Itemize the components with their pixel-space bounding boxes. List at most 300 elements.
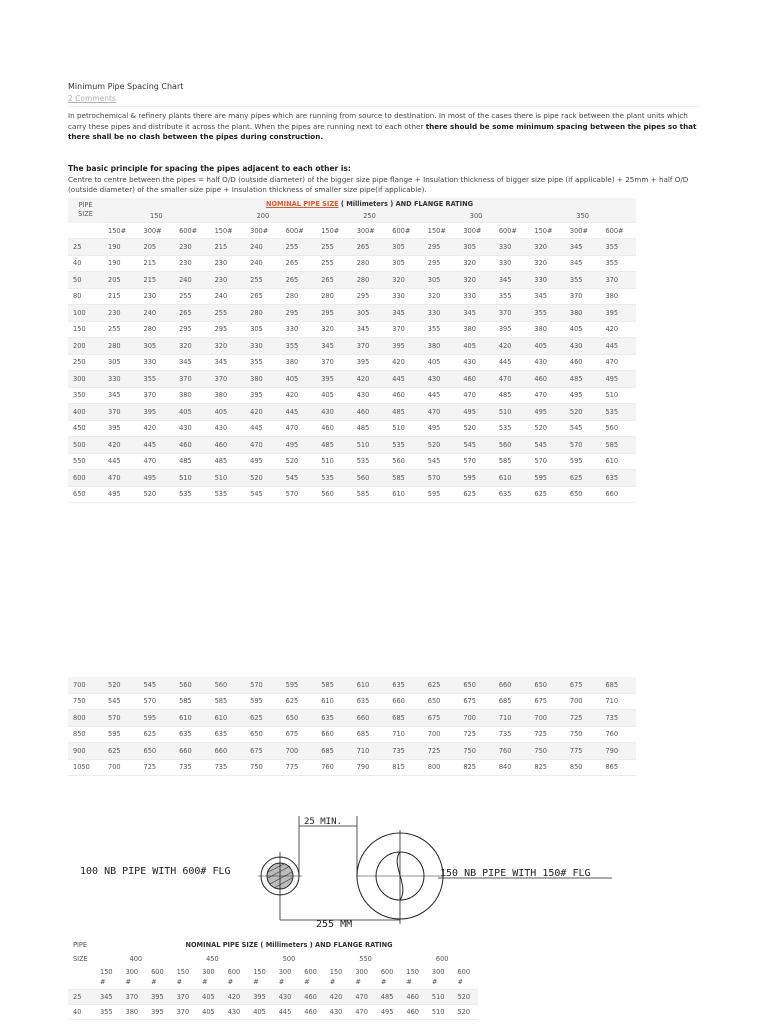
- spacing-cell: 370: [172, 1005, 198, 1020]
- spacing-cell: 460: [529, 371, 565, 388]
- rating-header: 600#: [281, 223, 317, 239]
- table-row: [68, 710, 636, 727]
- spacing-cell: 520: [103, 677, 139, 693]
- spacing-cell: 650: [458, 677, 494, 693]
- spacing-cell: 710: [600, 693, 636, 710]
- spacing-cell: 650: [281, 710, 317, 727]
- spacing-cell: 420: [223, 990, 249, 1005]
- spacing-cell: 675: [529, 693, 565, 710]
- table-row: [68, 255, 636, 272]
- spacing-cell: 570: [529, 453, 565, 470]
- nominal-heading: NOMINAL PIPE SIZE ( Millimeters ) AND FLANGE RATING: [185, 941, 393, 949]
- table1-header-row: [68, 198, 636, 210]
- size-header: 200: [210, 210, 317, 223]
- spacing-cell: 320: [529, 239, 565, 256]
- spacing-cell: 470: [529, 387, 565, 404]
- pipe-size-cell: 350: [68, 387, 103, 404]
- spacing-cell: 470: [245, 437, 281, 454]
- pipe-size-cell: 40: [68, 255, 103, 272]
- spacing-cell: 725: [139, 759, 175, 776]
- spacing-cell: 585: [387, 470, 423, 487]
- pipe-size-cell: 1050: [68, 759, 103, 776]
- spacing-cell: 205: [139, 239, 175, 256]
- spacing-cell: 495: [458, 404, 494, 421]
- spacing-cell: 345: [565, 239, 601, 256]
- spacing-cell: 485: [494, 387, 530, 404]
- pipe-label-cell: [68, 198, 103, 223]
- spacing-cell: 445: [139, 437, 175, 454]
- spacing-cell: 650: [529, 677, 565, 693]
- spacing-cell: 460: [174, 437, 210, 454]
- spacing-cell: 840: [494, 759, 530, 776]
- spacing-cell: 585: [210, 693, 246, 710]
- spacing-cell: 405: [210, 404, 246, 421]
- spacing-cell: 685: [352, 726, 388, 743]
- size-header: 400: [129, 955, 143, 963]
- spacing-cell: 735: [174, 759, 210, 776]
- spacing-cell: 355: [494, 288, 530, 305]
- spacing-cell: 760: [600, 726, 636, 743]
- spacing-cell: 535: [352, 453, 388, 470]
- table-row: [68, 743, 636, 760]
- spacing-cell: 470: [350, 1005, 376, 1020]
- rating-header: 150 #: [325, 966, 351, 990]
- spacing-cell: 610: [174, 710, 210, 727]
- spacing-cell: 850: [565, 759, 601, 776]
- bottom-dimension-label: 255 MM: [316, 919, 353, 930]
- spacing-cell: 460: [299, 1005, 325, 1020]
- spacing-cell: 255: [103, 321, 139, 338]
- spacing-cell: 560: [174, 677, 210, 693]
- spacing-cell: 790: [352, 759, 388, 776]
- spacing-cell: 395: [146, 990, 172, 1005]
- spacing-cell: 330: [458, 288, 494, 305]
- spacing-cell: 585: [494, 453, 530, 470]
- spacing-cell: 535: [600, 404, 636, 421]
- spacing-cell: 370: [139, 387, 175, 404]
- spacing-cell: 535: [316, 470, 352, 487]
- spacing-cell: 585: [316, 677, 352, 693]
- spacing-cell: 280: [245, 305, 281, 322]
- spacing-cell: 595: [281, 677, 317, 693]
- spacing-cell: 445: [274, 1005, 300, 1020]
- spacing-cell: 255: [245, 272, 281, 289]
- spacing-cell: 305: [245, 321, 281, 338]
- spacing-cell: 660: [316, 726, 352, 743]
- rating-header: 150#: [423, 223, 459, 239]
- intro-paragraph: [68, 111, 700, 143]
- rating-header: 600 #: [146, 966, 172, 990]
- spacing-cell: 330: [494, 239, 530, 256]
- rating-header: 600#: [387, 223, 423, 239]
- spacing-cell: 430: [325, 1005, 351, 1020]
- spacing-cell: 470: [103, 470, 139, 487]
- spacing-cell: 380: [245, 371, 281, 388]
- spacing-cell: 710: [387, 726, 423, 743]
- spacing-cell: 610: [352, 677, 388, 693]
- spacing-cell: 735: [387, 743, 423, 760]
- spacing-cell: 660: [387, 693, 423, 710]
- spacing-cell: 650: [245, 726, 281, 743]
- spacing-cell: 405: [197, 1005, 223, 1020]
- spacing-cell: 230: [139, 288, 175, 305]
- spacing-cell: 405: [423, 354, 459, 371]
- spacing-cell: 660: [600, 486, 636, 503]
- spacing-cell: 230: [210, 272, 246, 289]
- spacing-cell: 485: [565, 371, 601, 388]
- spacing-cell: 430: [423, 371, 459, 388]
- pipe-size-cell: 450: [68, 420, 103, 437]
- spacing-cell: 750: [245, 759, 281, 776]
- spacing-cell: 660: [210, 743, 246, 760]
- spacing-cell: 560: [316, 486, 352, 503]
- spacing-cell: 725: [458, 726, 494, 743]
- comments-link[interactable]: 2 Comments: [68, 94, 116, 103]
- divider: [68, 106, 700, 107]
- pipe-spacing-diagram: [60, 812, 620, 932]
- spacing-cell: 520: [452, 1005, 478, 1020]
- size-header: 250: [316, 210, 423, 223]
- rating-header: 600#: [494, 223, 530, 239]
- spacing-cell: 380: [174, 387, 210, 404]
- table-row: [68, 453, 636, 470]
- spacing-cell: 305: [387, 239, 423, 256]
- spacing-cell: 215: [103, 288, 139, 305]
- spacing-cell: 320: [423, 288, 459, 305]
- spacing-cell: 460: [299, 990, 325, 1005]
- spacing-cell: 380: [281, 354, 317, 371]
- pipe-size-cell: 650: [68, 486, 103, 503]
- spacing-cell: 295: [281, 305, 317, 322]
- table-row: [68, 1005, 478, 1020]
- pipe-size-cell: 600: [68, 470, 103, 487]
- spacing-cell: 370: [172, 990, 198, 1005]
- spacing-cell: 485: [174, 453, 210, 470]
- spacing-cell: 295: [352, 288, 388, 305]
- spacing-cell: 750: [458, 743, 494, 760]
- spacing-cell: 570: [281, 486, 317, 503]
- spacing-cell: 470: [600, 354, 636, 371]
- spacing-cell: 380: [565, 305, 601, 322]
- size-header: 500: [282, 955, 296, 963]
- rating-header: 300#: [352, 223, 388, 239]
- spacing-cell: 700: [423, 726, 459, 743]
- table-row: [68, 404, 636, 421]
- spacing-cell: 595: [529, 470, 565, 487]
- spacing-cell: 420: [387, 354, 423, 371]
- spacing-cell: 790: [600, 743, 636, 760]
- spacing-cell: 485: [352, 420, 388, 437]
- spacing-cell: 380: [458, 321, 494, 338]
- spacing-cell: 280: [316, 288, 352, 305]
- table-row: [68, 437, 636, 454]
- spacing-cell: 370: [352, 338, 388, 355]
- spacing-cell: 470: [139, 453, 175, 470]
- pipe-size-cell: 400: [68, 404, 103, 421]
- spacing-cell: 825: [458, 759, 494, 776]
- spacing-cell: 230: [174, 239, 210, 256]
- spacing-cell: 355: [245, 354, 281, 371]
- spacing-cell: 380: [423, 338, 459, 355]
- spacing-cell: 675: [565, 677, 601, 693]
- spacing-cell: 460: [316, 420, 352, 437]
- spacing-cell: 370: [210, 371, 246, 388]
- table-row: [68, 470, 636, 487]
- spacing-table-2: [68, 677, 636, 776]
- spacing-cell: 430: [565, 338, 601, 355]
- spacing-cell: 625: [139, 726, 175, 743]
- spacing-cell: 265: [281, 272, 317, 289]
- spacing-cell: 520: [281, 453, 317, 470]
- table-row: [68, 387, 636, 404]
- spacing-cell: 610: [316, 693, 352, 710]
- spacing-cell: 280: [139, 321, 175, 338]
- spacing-cell: 660: [352, 710, 388, 727]
- spacing-cell: 735: [210, 759, 246, 776]
- rating-header: 600 #: [223, 966, 249, 990]
- size-header: 450: [206, 955, 219, 963]
- rating-header: 300#: [139, 223, 175, 239]
- spacing-cell: 265: [352, 239, 388, 256]
- spacing-cell: 395: [146, 1005, 172, 1020]
- spacing-cell: 585: [174, 693, 210, 710]
- spacing-cell: 635: [387, 677, 423, 693]
- spacing-cell: 405: [458, 338, 494, 355]
- spacing-cell: 535: [210, 486, 246, 503]
- spacing-cell: 585: [352, 486, 388, 503]
- spacing-cell: 255: [316, 255, 352, 272]
- size-header: 300: [423, 210, 530, 223]
- rating-header: 300 #: [274, 966, 300, 990]
- spacing-cell: 570: [565, 437, 601, 454]
- spacing-cell: 460: [401, 990, 427, 1005]
- pipe-size-cell: 300: [68, 371, 103, 388]
- spacing-cell: 635: [494, 486, 530, 503]
- spacing-cell: 330: [529, 272, 565, 289]
- spacing-cell: 395: [600, 305, 636, 322]
- rating-header: 600 #: [452, 966, 478, 990]
- spacing-cell: 355: [281, 338, 317, 355]
- spacing-cell: 660: [174, 743, 210, 760]
- spacing-cell: 295: [210, 321, 246, 338]
- spacing-cell: 230: [174, 255, 210, 272]
- spacing-cell: 520: [529, 420, 565, 437]
- spacing-cell: 560: [600, 420, 636, 437]
- spacing-cell: 520: [423, 437, 459, 454]
- rating-header: 300 #: [197, 966, 223, 990]
- spacing-cell: 265: [281, 255, 317, 272]
- spacing-cell: 345: [95, 990, 121, 1005]
- spacing-cell: 395: [387, 338, 423, 355]
- spacing-cell: 625: [245, 710, 281, 727]
- spacing-cell: 470: [423, 404, 459, 421]
- spacing-cell: 445: [423, 387, 459, 404]
- spacing-cell: 545: [423, 453, 459, 470]
- spacing-cell: 330: [494, 255, 530, 272]
- spacing-cell: 510: [174, 470, 210, 487]
- spacing-cell: 560: [210, 677, 246, 693]
- spacing-cell: 800: [423, 759, 459, 776]
- pipe-size-cell: 200: [68, 338, 103, 355]
- spacing-cell: 320: [316, 321, 352, 338]
- table-row: [68, 338, 636, 355]
- spacing-cell: 595: [103, 726, 139, 743]
- pipe-size-cell: 500: [68, 437, 103, 454]
- rating-header: 150#: [103, 223, 139, 239]
- spacing-cell: 625: [423, 677, 459, 693]
- spacing-cell: 345: [210, 354, 246, 371]
- spacing-cell: 430: [458, 354, 494, 371]
- spacing-cell: 520: [452, 990, 478, 1005]
- spacing-cell: 725: [423, 743, 459, 760]
- spacing-cell: 280: [352, 272, 388, 289]
- spacing-cell: 700: [458, 710, 494, 727]
- spacing-cell: 265: [316, 272, 352, 289]
- spacing-cell: 635: [316, 710, 352, 727]
- spacing-cell: 560: [352, 470, 388, 487]
- table-row: [68, 486, 636, 503]
- spacing-cell: 405: [174, 404, 210, 421]
- spacing-cell: 305: [458, 239, 494, 256]
- empty-cell: [68, 966, 95, 990]
- spacing-cell: 610: [494, 470, 530, 487]
- spacing-cell: 305: [387, 255, 423, 272]
- spacing-cell: 495: [529, 404, 565, 421]
- right-pipe-label: 150 NB PIPE WITH 150# FLG: [440, 868, 591, 879]
- spacing-cell: 595: [245, 693, 281, 710]
- spacing-cell: 585: [600, 437, 636, 454]
- spacing-cell: 345: [529, 288, 565, 305]
- spacing-cell: 725: [529, 726, 565, 743]
- spacing-cell: 420: [600, 321, 636, 338]
- size-header: 600: [435, 955, 449, 963]
- spacing-cell: 395: [352, 354, 388, 371]
- spacing-cell: 545: [139, 677, 175, 693]
- nominal-pipe-size-link[interactable]: NOMINAL PIPE SIZE: [265, 200, 339, 208]
- spacing-cell: 635: [174, 726, 210, 743]
- spacing-cell: 380: [210, 387, 246, 404]
- pipe-size-cell: 850: [68, 726, 103, 743]
- spacing-cell: 430: [223, 1005, 249, 1020]
- pipe-size-cell: 700: [68, 677, 103, 693]
- spacing-cell: 445: [281, 404, 317, 421]
- spacing-cell: 445: [103, 453, 139, 470]
- pipe-size-cell: 25: [68, 990, 95, 1005]
- pipe-size-cell: 800: [68, 710, 103, 727]
- spacing-cell: 610: [600, 453, 636, 470]
- spacing-cell: 485: [316, 437, 352, 454]
- spacing-cell: 420: [139, 420, 175, 437]
- spacing-cell: 625: [565, 470, 601, 487]
- table3-ratings-row: [68, 966, 478, 990]
- spacing-cell: 305: [139, 338, 175, 355]
- spacing-cell: 330: [139, 354, 175, 371]
- spacing-cell: 420: [352, 371, 388, 388]
- spacing-cell: 545: [529, 437, 565, 454]
- spacing-cell: 495: [376, 1005, 402, 1020]
- pipe-size-cell: 150: [68, 321, 103, 338]
- spacing-cell: 345: [458, 305, 494, 322]
- spacing-cell: 510: [494, 404, 530, 421]
- table3-sizes-row: [68, 952, 478, 966]
- rating-header: 300#: [565, 223, 601, 239]
- spacing-cell: 485: [387, 404, 423, 421]
- spacing-cell: 265: [174, 305, 210, 322]
- spacing-cell: 595: [423, 486, 459, 503]
- spacing-cell: 685: [316, 743, 352, 760]
- spacing-cell: 815: [387, 759, 423, 776]
- spacing-cell: 320: [210, 338, 246, 355]
- spacing-cell: 750: [529, 743, 565, 760]
- spacing-cell: 320: [458, 255, 494, 272]
- spacing-cell: 460: [565, 354, 601, 371]
- spacing-cell: 370: [387, 321, 423, 338]
- spacing-table-1: [68, 198, 636, 503]
- spacing-cell: 625: [529, 486, 565, 503]
- spacing-cell: 495: [245, 453, 281, 470]
- top-dimension-label: 25 MIN.: [304, 817, 342, 827]
- size-header: 350: [529, 210, 636, 223]
- spacing-cell: 545: [103, 693, 139, 710]
- principle-heading: The basic principle for spacing the pipes adjacent to each other is:: [68, 164, 351, 173]
- rating-header: 150 #: [172, 966, 198, 990]
- table-row: [68, 726, 636, 743]
- spacing-cell: 345: [352, 321, 388, 338]
- spacing-cell: 280: [103, 338, 139, 355]
- spacing-cell: 405: [529, 338, 565, 355]
- size-label: SIZE: [73, 955, 88, 963]
- spacing-cell: 510: [600, 387, 636, 404]
- table-row: [68, 371, 636, 388]
- rating-header: 300#: [245, 223, 281, 239]
- spacing-cell: 430: [352, 387, 388, 404]
- spacing-cell: 520: [139, 486, 175, 503]
- pipe-size-cell: 100: [68, 305, 103, 322]
- spacing-cell: 420: [281, 387, 317, 404]
- spacing-cell: 570: [103, 710, 139, 727]
- nominal-heading-cell: [103, 198, 636, 210]
- spacing-cell: 675: [281, 726, 317, 743]
- pipe-size-cell: 900: [68, 743, 103, 760]
- spacing-cell: 330: [423, 305, 459, 322]
- spacing-cell: 445: [600, 338, 636, 355]
- spacing-cell: 595: [458, 470, 494, 487]
- spacing-cell: 280: [281, 288, 317, 305]
- spacing-cell: 240: [245, 255, 281, 272]
- spacing-cell: 330: [245, 338, 281, 355]
- spacing-cell: 610: [387, 486, 423, 503]
- spacing-cell: 495: [565, 387, 601, 404]
- spacing-cell: 320: [529, 255, 565, 272]
- spacing-cell: 460: [401, 1005, 427, 1020]
- spacing-cell: 295: [423, 255, 459, 272]
- spacing-cell: 635: [210, 726, 246, 743]
- spacing-cell: 760: [494, 743, 530, 760]
- rating-header: 600 #: [376, 966, 402, 990]
- spacing-cell: 650: [565, 486, 601, 503]
- table-row: [68, 990, 478, 1005]
- spacing-cell: 495: [139, 470, 175, 487]
- spacing-cell: 370: [174, 371, 210, 388]
- spacing-cell: 675: [423, 710, 459, 727]
- spacing-cell: 320: [458, 272, 494, 289]
- spacing-cell: 330: [281, 321, 317, 338]
- spacing-cell: 380: [600, 288, 636, 305]
- spacing-cell: 635: [600, 470, 636, 487]
- spacing-cell: 255: [281, 239, 317, 256]
- nominal-heading-rest: ( Millimeters ) AND FLANGE RATING: [338, 200, 474, 208]
- spacing-cell: 610: [210, 710, 246, 727]
